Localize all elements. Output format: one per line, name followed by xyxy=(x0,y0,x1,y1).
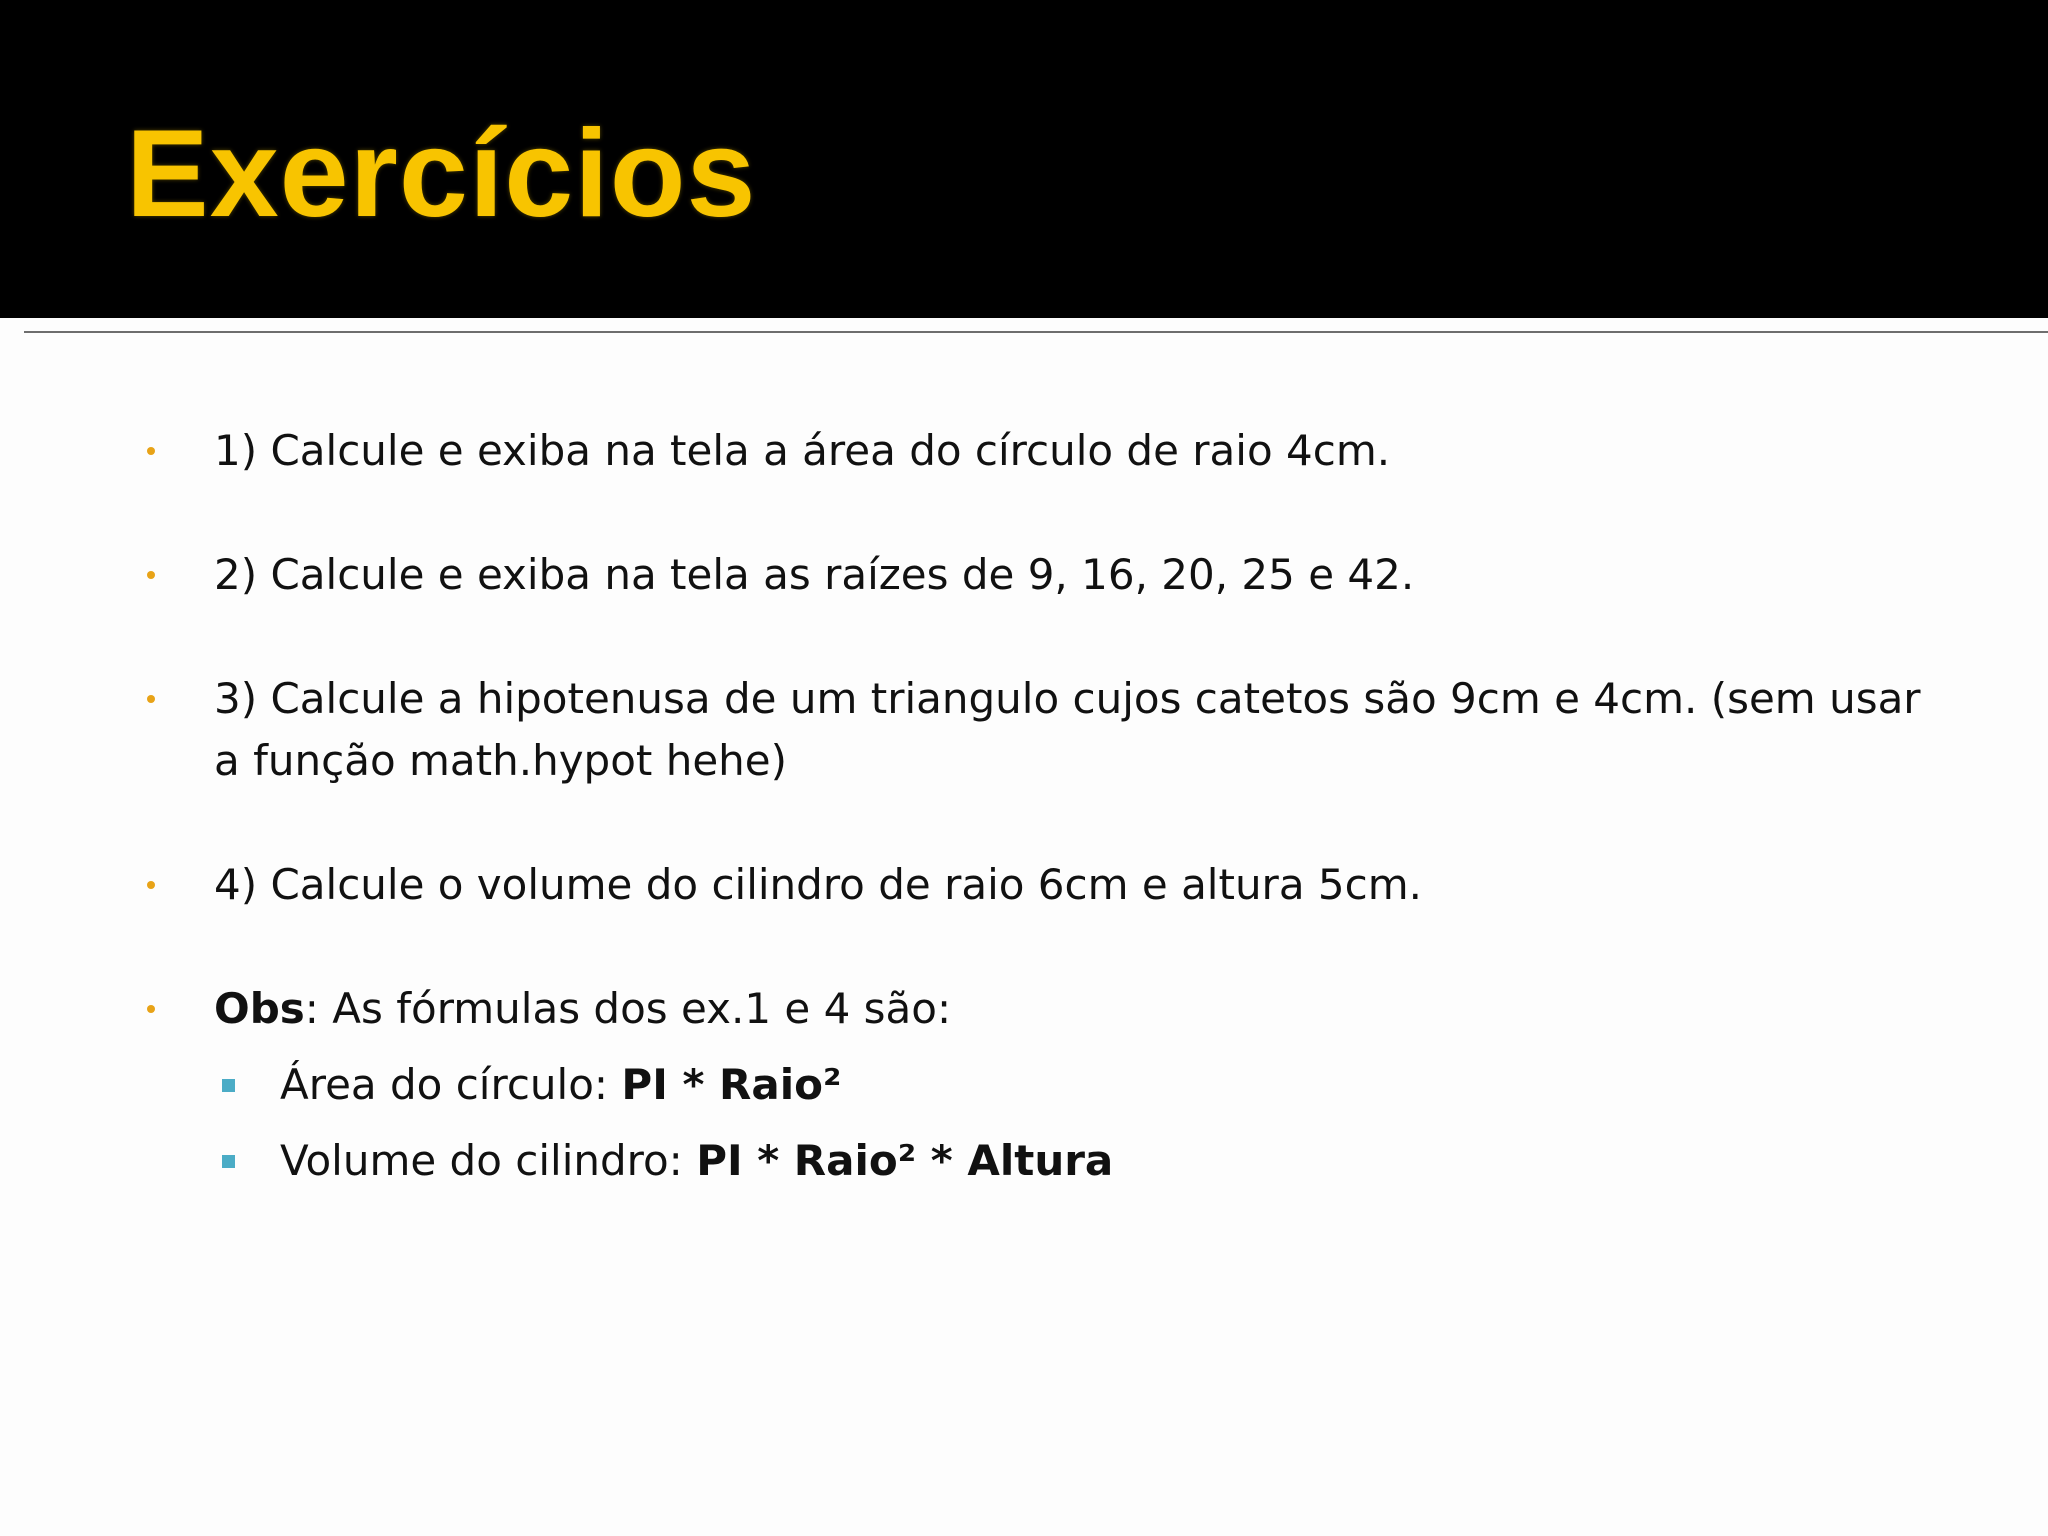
exercise-item-1 xyxy=(140,420,1940,482)
formula-item-cylinder-volume xyxy=(214,1130,1940,1192)
formula-label: Área do círculo: xyxy=(280,1060,622,1109)
bullet-icon xyxy=(147,571,155,579)
exercise-text: 4) Calcule o volume do cilindro de raio 6cm e altura 5cm. xyxy=(214,860,1422,909)
slide-title: Exercícios xyxy=(126,105,757,243)
exercise-item-2 xyxy=(140,544,1940,606)
title-band xyxy=(0,0,2048,318)
formula-list xyxy=(214,1054,1940,1192)
exercise-list xyxy=(140,420,1940,1206)
bullet-icon xyxy=(147,881,155,889)
obs-line xyxy=(214,984,951,1033)
formula-label: Volume do cilindro: xyxy=(280,1136,697,1185)
square-bullet-icon xyxy=(222,1079,235,1092)
exercise-text: 1) Calcule e exiba na tela a área do círculo de raio 4cm. xyxy=(214,426,1391,475)
obs-item xyxy=(140,978,1940,1192)
exercise-item-3 xyxy=(140,668,1940,792)
formula-expression: PI * Raio² * Altura xyxy=(696,1136,1114,1185)
exercise-text: 3) Calcule a hipotenusa de um triangulo cujos catetos são 9cm e 4cm. (sem usar a função math.hypot hehe) xyxy=(214,674,1921,785)
bullet-icon xyxy=(147,695,155,703)
square-bullet-icon xyxy=(222,1155,235,1168)
formula-expression: PI * Raio² xyxy=(621,1060,842,1109)
title-divider xyxy=(24,331,2048,333)
exercise-item-4 xyxy=(140,854,1940,916)
bullet-icon xyxy=(147,1005,155,1013)
formula-item-circle-area xyxy=(214,1054,1940,1116)
bullet-icon xyxy=(147,447,155,455)
obs-text: : As fórmulas dos ex.1 e 4 são: xyxy=(304,984,952,1033)
exercise-text: 2) Calcule e exiba na tela as raízes de 9, 16, 20, 25 e 42. xyxy=(214,550,1415,599)
obs-label: Obs xyxy=(214,984,305,1033)
